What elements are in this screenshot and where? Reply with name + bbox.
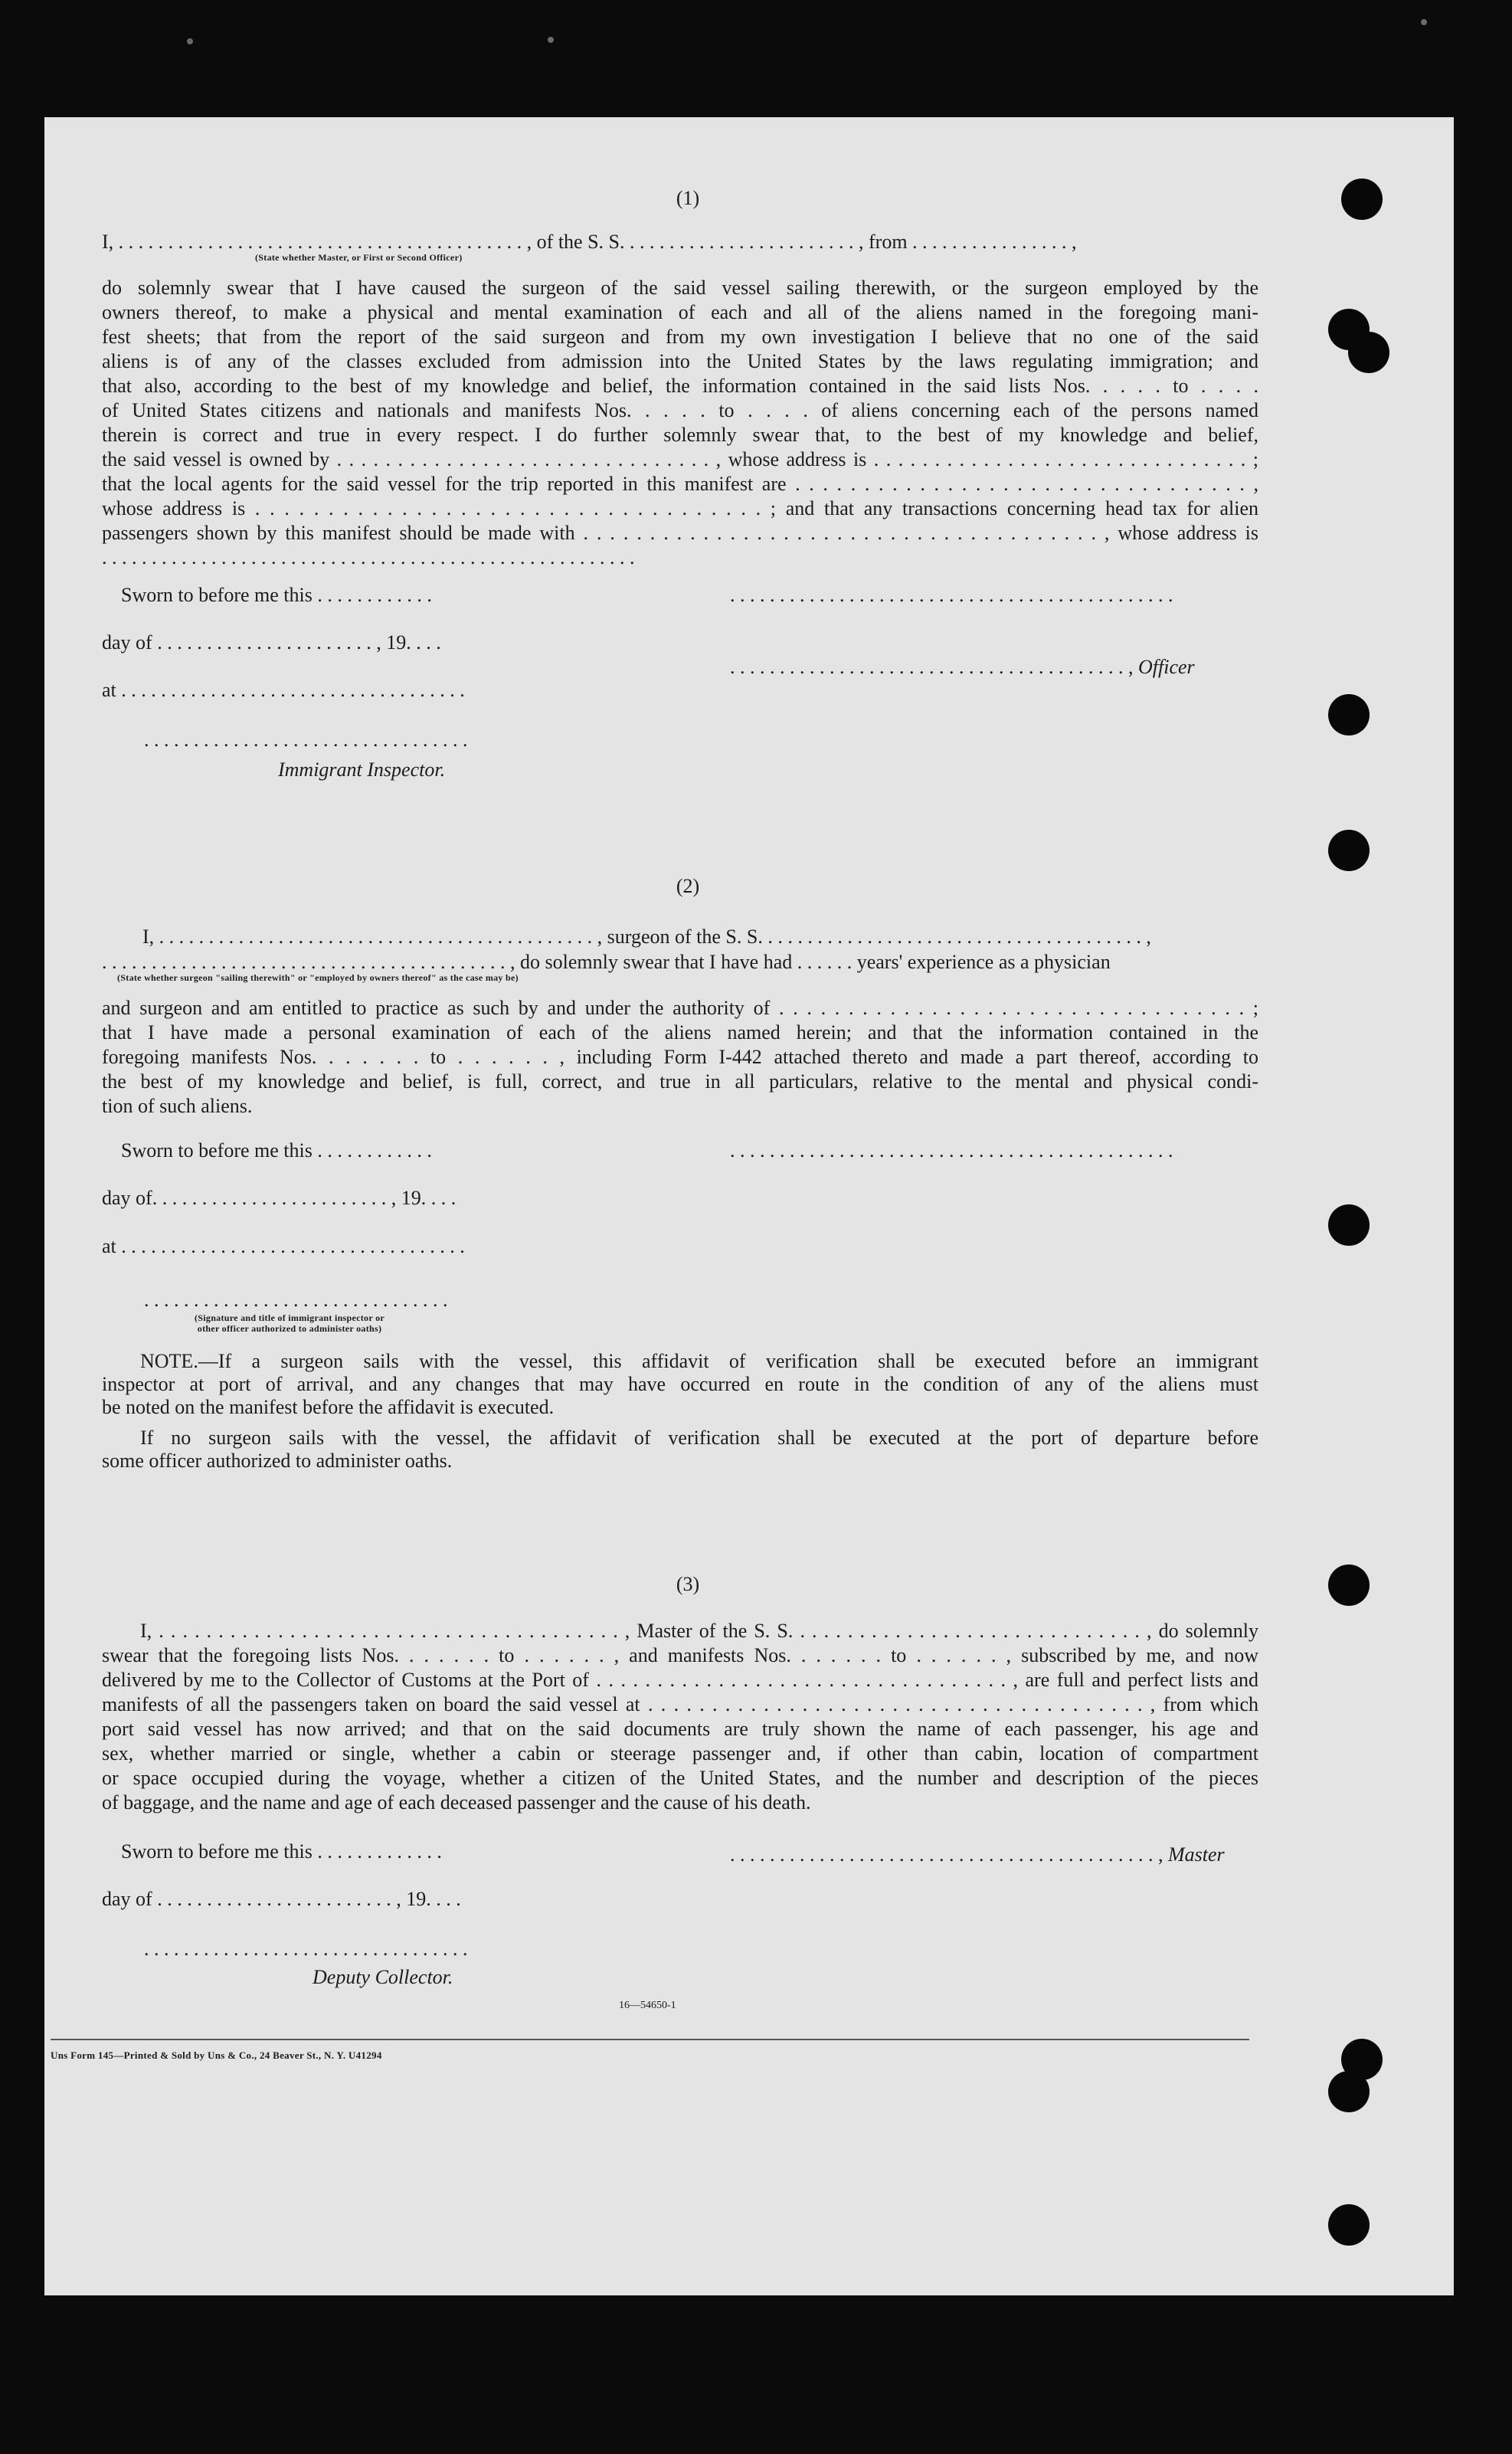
body-line: passengers shown by this manifest should be made with . . . . . . . . . . . . . . . . . . . . . . . . . . . . . . . . . . . . . . . , whose address is [102,522,1258,544]
body-line: that I have made a personal examination of each of the aliens named herein; and that the information contained in the [102,1021,1258,1044]
body-line: fest sheets; that from the report of the said surgeon and from my own investigation I believe that no one of the said [102,326,1258,348]
section-1-rank-note: (State whether Master, or First or Second Officer) [255,252,463,263]
body-line: port said vessel has now arrived; and that on the said documents are truly shown the name of each passenger, his age and [102,1718,1258,1740]
section-1-at: at . . . . . . . . . . . . . . . . . . . . . . . . . . . . . . . . . . . [102,679,465,701]
section-2-signature-line: . . . . . . . . . . . . . . . . . . . . . . . . . . . . . . . . . . . . . . . . . . . . . [730,1139,1173,1161]
punch-hole [1328,694,1370,736]
section-2-oath-line: I, . . . . . . . . . . . . . . . . . . . . . . . . . . . . . . . . . . . . . . . . . . . . , surgeon of the S. S. . . . . . . . . . . . . . . . . . . . . . . . . . . . . . . . . . . . . . . , [142,926,1151,948]
punch-hole [1348,332,1389,373]
body-line: delivered by me to the Collector of Customs at the Port of . . . . . . . . . . . . . . . . . . . . . . . . . . . . . . . . . . , are full and perfect lists and [102,1669,1258,1691]
body-line: swear that the foregoing lists Nos. . . . . . . to . . . . . . , and manifests Nos. . . . . . . to . . . . . . , subscribed by me, and now [102,1644,1258,1666]
section-3-sworn: Sworn to before me this . . . . . . . . . . . . . [121,1840,442,1863]
section-1-oath-line: I, . . . . . . . . . . . . . . . . . . . . . . . . . . . . . . . . . . . . . . . . . , of the S. S. . . . . . . . . . . . . . . . . . . . . . . . , from . . . . . . . . . . . . . . . . , [102,231,1077,253]
body-line: that the local agents for the said vessel for the trip reported in this manifest are . . . . . . . . . . . . . . . . . . . . . . . . . . . . . . . . . , [102,473,1258,495]
edge-speck [187,38,193,44]
body-line: or space occupied during the voyage, whether a citizen of the United States, and the number and description of the pieces [102,1767,1258,1789]
section-2-sworn: Sworn to before me this . . . . . . . . . . . . [121,1139,432,1161]
body-line: the best of my knowledge and belief, is full, correct, and true in all particulars, relative to the mental and physical condi- [102,1070,1258,1093]
note-line: NOTE.—If a surgeon sails with the vessel, this affidavit of verification shall be executed before an immigrant [140,1350,1258,1372]
section-2-signature-note-2: other officer authorized to administer oaths) [197,1323,382,1334]
body-line: owners thereof, to make a physical and mental examination of each and all of the aliens named in the foregoing mani- [102,301,1258,323]
edge-speck [1421,19,1427,25]
form-code: 16—54650-1 [619,2000,676,2011]
punch-hole [1341,179,1383,220]
section-2-surgeon-note: (State whether surgeon "sailing therewith" or "employed by owners thereof" as the case may be) [117,972,519,983]
body-line: manifests of all the passengers taken on board the said vessel at . . . . . . . . . . . . . . . . . . . . . . . . . . . . . . . . . . . . . . . , from which [102,1693,1258,1715]
section-3-collector-title: Deputy Collector. [313,1966,453,1988]
note-line: some officer authorized to administer oaths. [102,1450,453,1472]
punch-hole [1328,2071,1370,2112]
body-line: whose address is . . . . . . . . . . . . . . . . . . . . . . . . . . . . . . . . . . . ; and that any transactions concerning head tax for alien [102,497,1258,519]
body-line: . . . . . . . . . . . . . . . . . . . . . . . . . . . . . . . . . . . . . . . . . . . . . . . . . . . . . . [102,546,635,568]
body-line: and surgeon and am entitled to practice as such by and under the authority of . . . . . . . . . . . . . . . . . . . . . . . . . . . . . . . . . . ; [102,997,1258,1019]
body-line: of United States citizens and nationals and manifests Nos. . . . . to . . . . of aliens concerning each of the persons named [102,399,1258,421]
body-line: foregoing manifests Nos. . . . . . . to . . . . . . , including Form I-442 attached thereto and made a part thereof, according to [102,1046,1258,1068]
note-line: inspector at port of arrival, and any changes that may have occurred en route in the condition of any of the aliens must [102,1373,1258,1395]
section-2-inspector-line: . . . . . . . . . . . . . . . . . . . . . . . . . . . . . . . [144,1289,448,1311]
edge-speck [548,37,554,43]
section-1-inspector-title: Immigrant Inspector. [278,758,446,781]
punch-hole [1328,1564,1370,1606]
body-line: of baggage, and the name and age of each deceased passenger and the cause of his death. [102,1791,811,1813]
section-2-at: at . . . . . . . . . . . . . . . . . . . . . . . . . . . . . . . . . . . [102,1235,465,1257]
note-line: If no surgeon sails with the vessel, the affidavit of verification shall be executed at the port of departure before [140,1427,1258,1449]
section-1-sworn: Sworn to before me this . . . . . . . . . . . . [121,584,432,606]
printer-imprint: Uns Form 145—Printed & Sold by Uns & Co., 24 Beaver St., N. Y. U41294 [51,2049,382,2061]
section-2-day: day of. . . . . . . . . . . . . . . . . . . . . . . . , 19. . . . [102,1187,457,1209]
section-3-heading: (3) [676,1573,700,1595]
section-1-heading: (1) [676,187,700,209]
body-line: the said vessel is owned by . . . . . . . . . . . . . . . . . . . . . . . . . . . . . . . , whose address is . . . . . . . . . . . . . . . . . . . . . . . . . . . . . . . ; [102,448,1258,470]
body-line: therein is correct and true in every respect. I do further solemnly swear that, to the best of my knowledge and belief, [102,424,1258,446]
punch-hole [1328,830,1370,871]
note-line: be noted on the manifest before the affidavit is executed. [102,1396,555,1418]
section-3-collector-line: . . . . . . . . . . . . . . . . . . . . . . . . . . . . . . . . . [144,1938,468,1960]
body-line: I, . . . . . . . . . . . . . . . . . . . . . . . . . . . . . . . . . . . . . . . , Master of the S. S. . . . . . . . . . . . . . . . . . . . . . . . . . . . . . , do solemnly [140,1620,1258,1642]
body-line: do solemnly swear that I have caused the surgeon of the said vessel sailing therewith, or the surgeon employed by the [102,277,1258,299]
section-1-inspector-line: . . . . . . . . . . . . . . . . . . . . . . . . . . . . . . . . . [144,729,468,751]
section-2-experience-line: . . . . . . . . . . . . . . . . . . . . . . . . . . . . . . . . . . . . . . . . . , do solemnly swear that I have had . . . . . . years' experience as a physician [102,951,1111,973]
section-2-signature-note-1: (Signature and title of immigrant inspector or [194,1312,385,1323]
section-2-heading: (2) [676,875,700,897]
section-3-day: day of . . . . . . . . . . . . . . . . . . . . . . . . , 19. . . . [102,1888,461,1910]
body-line: aliens is of any of the classes excluded from admission into the United States by the laws regulating immigration; and [102,350,1258,372]
section-3-master-line: . . . . . . . . . . . . . . . . . . . . . . . . . . . . . . . . . . . . . . . . . . . , Master [730,1843,1225,1866]
body-line: tion of such aliens. [102,1095,253,1117]
body-line: sex, whether married or single, whether a cabin or steerage passenger and, if other than cabin, location of compartment [102,1742,1258,1764]
body-line: that also, according to the best of my knowledge and belief, the information contained in the said lists Nos. . . . . to . . . . [102,375,1258,397]
manifest-page [44,117,1454,2295]
section-1-signature-line: . . . . . . . . . . . . . . . . . . . . . . . . . . . . . . . . . . . . . . . . . . . . . [730,584,1173,606]
punch-hole [1328,1204,1370,1246]
footer-rule [51,2039,1249,2040]
punch-hole [1328,2204,1370,2246]
section-1-day: day of . . . . . . . . . . . . . . . . . . . . . . , 19. . . . [102,631,441,654]
section-1-officer-line: . . . . . . . . . . . . . . . . . . . . . . . . . . . . . . . . . . . . . . . . , Officer [730,656,1195,678]
